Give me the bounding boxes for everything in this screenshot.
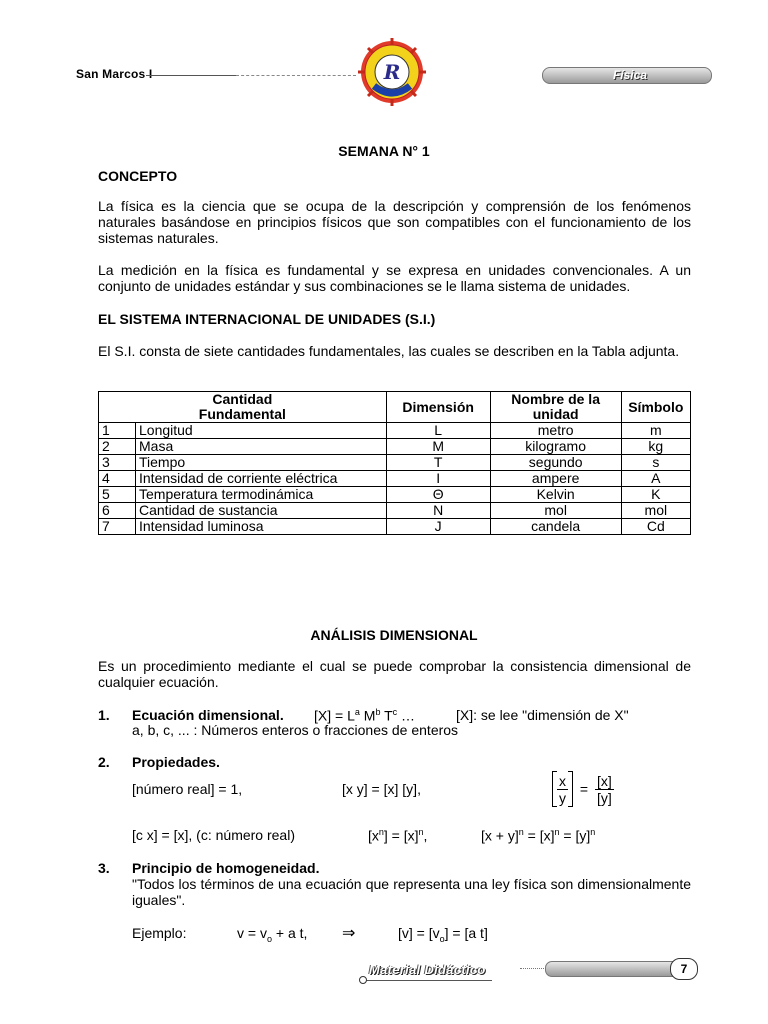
property-constant: [c x] = [x], (c: número real) — [132, 827, 295, 843]
page-number: 7 — [670, 958, 698, 980]
fraction-den: [y] — [596, 789, 612, 806]
row-unidad: candela — [490, 519, 621, 535]
svg-text:R: R — [383, 60, 401, 84]
table-row — [99, 487, 691, 503]
property-power — [368, 827, 427, 844]
row-unidad: Kelvin — [490, 487, 621, 503]
formula-part: + a t, — [271, 925, 308, 941]
row-number: 7 — [99, 519, 136, 535]
formula-sup: n — [590, 827, 596, 837]
ad-paragraph: Es un procedimiento mediante el cual se puede comprobar la consistencia dimensional de cualquier ecuación. — [98, 658, 691, 690]
header-unidad — [490, 392, 621, 423]
fraction-num: [x] — [596, 772, 612, 789]
header-unidad-line2: unidad — [532, 406, 579, 422]
row-dimension: L — [386, 423, 490, 439]
formula-sup: n — [418, 827, 424, 837]
formula-part: [v] = [v — [398, 925, 440, 941]
header-simbolo: Símbolo — [621, 392, 690, 423]
week-title: SEMANA N° 1 — [338, 143, 430, 159]
formula-part: M — [359, 707, 376, 724]
fraction-den: y — [559, 789, 566, 806]
footer-rule — [364, 980, 492, 981]
formula-sup: a — [354, 707, 360, 717]
fraction-xy — [557, 773, 568, 806]
row-number: 5 — [99, 487, 136, 503]
formula-part: [x — [368, 827, 379, 844]
row-number: 3 — [99, 455, 136, 471]
row-unidad: segundo — [490, 455, 621, 471]
example-equation — [237, 925, 307, 944]
formula-part: v = v — [237, 925, 267, 941]
header-course-label: San Marcos I — [76, 67, 153, 81]
formula-sup: c — [392, 707, 398, 717]
item1-number: 1. — [98, 707, 110, 723]
row-unidad: mol — [490, 503, 621, 519]
formula-part: [X] = L — [314, 707, 355, 724]
row-number: 1 — [99, 423, 136, 439]
row-simbolo: s — [621, 455, 690, 471]
header-dimension: Dimensión — [386, 392, 490, 423]
item1-note: [X]: se lee "dimensión de X" — [456, 707, 629, 723]
formula-sub: o — [439, 933, 445, 944]
header-cantidad-line1: Cantidad — [212, 391, 273, 407]
table-row — [99, 519, 691, 535]
row-unidad: kilogramo — [490, 439, 621, 455]
formula-part: [x + y] — [481, 827, 519, 844]
formula-part: = [x] — [523, 827, 555, 844]
formula-part: T — [380, 707, 393, 724]
formula-part: , — [423, 827, 428, 844]
row-unidad: ampere — [490, 471, 621, 487]
row-simbolo: mol — [621, 503, 690, 519]
item2-number: 2. — [98, 754, 110, 770]
footer-title: Material Didáctico — [369, 962, 486, 977]
formula-part: = [y] — [559, 827, 591, 844]
row-cantidad: Temperatura termodinámica — [136, 487, 387, 503]
table-row — [99, 471, 691, 487]
row-cantidad: Cantidad de sustancia — [136, 503, 387, 519]
property-product: [x y] = [x] [y], — [342, 781, 421, 797]
si-paragraph: El S.I. consta de siete cantidades fundamentales, las cuales se describen en la Tabla adjunta. — [98, 343, 680, 359]
item3-number: 3. — [98, 860, 110, 876]
table-row — [99, 423, 691, 439]
row-cantidad: Tiempo — [136, 455, 387, 471]
item2-title: Propiedades. — [132, 754, 220, 770]
formula-sup: n — [518, 827, 524, 837]
fraction-num: x — [559, 772, 566, 789]
formula-sup: n — [378, 827, 384, 837]
row-number: 6 — [99, 503, 136, 519]
row-dimension: M — [386, 439, 490, 455]
row-number: 4 — [99, 471, 136, 487]
property-real: [número real] = 1, — [132, 781, 243, 797]
header-subject-label: Física — [612, 68, 647, 82]
footer-dot-icon — [359, 976, 367, 984]
table-row — [99, 503, 691, 519]
formula-sup: b — [375, 707, 381, 717]
ad-heading: ANÁLISIS DIMENSIONAL — [310, 627, 478, 643]
table-row — [99, 455, 691, 471]
row-unidad: metro — [490, 423, 621, 439]
row-dimension: I — [386, 471, 490, 487]
row-simbolo: m — [621, 423, 690, 439]
item3-title: Principio de homogeneidad. — [132, 860, 320, 876]
bracket-right — [568, 771, 573, 807]
row-simbolo: Cd — [621, 519, 690, 535]
implies-arrow: ⇒ — [342, 925, 356, 942]
example-result — [398, 925, 488, 944]
equals-sign: = — [579, 781, 589, 797]
formula-part: ] = [a t] — [444, 925, 488, 941]
formula-part: ] = [x] — [383, 827, 419, 844]
property-quotient — [552, 771, 614, 809]
property-sum-power — [481, 827, 595, 844]
example-label: Ejemplo: — [132, 925, 187, 941]
header-rule — [146, 75, 236, 76]
formula-part: … — [397, 707, 416, 724]
fraction-bracketed — [595, 773, 614, 806]
formula-sup: n — [554, 827, 560, 837]
row-cantidad: Intensidad de corriente eléctrica — [136, 471, 387, 487]
header-cantidad-line2: Fundamental — [198, 406, 286, 422]
row-dimension: T — [386, 455, 490, 471]
table-header-row — [99, 392, 691, 423]
row-simbolo: A — [621, 471, 690, 487]
row-number: 2 — [99, 439, 136, 455]
row-simbolo: K — [621, 487, 690, 503]
paragraph-concepto-2: La medición en la física es fundamental y se expresa en unidades convencionales. A un conjunto de unidades estándar y sus combinaciones se le llama sistema de unidades. — [98, 262, 691, 294]
item1-title: Ecuación dimensional. — [132, 707, 284, 723]
paragraph-concepto-1: La física es la ciencia que se ocupa de la descripción y comprensión de los fenómenos naturales basándose en principios físicos que son compatibles con el funcionamiento de los sistemas naturales. — [98, 198, 691, 246]
row-cantidad: Masa — [136, 439, 387, 455]
si-units-table — [98, 391, 691, 535]
table-row — [99, 439, 691, 455]
row-dimension: Θ — [386, 487, 490, 503]
row-cantidad: Intensidad luminosa — [136, 519, 387, 535]
row-dimension: J — [386, 519, 490, 535]
row-simbolo: kg — [621, 439, 690, 455]
row-cantidad: Longitud — [136, 423, 387, 439]
header-cantidad — [99, 392, 387, 423]
formula-sub: o — [266, 933, 272, 944]
header-dashed-rule — [236, 75, 356, 76]
header-unidad-line1: Nombre de la — [511, 391, 600, 407]
item1-line2: a, b, c, ... : Números enteros o fracciones de enteros — [132, 722, 459, 738]
si-heading: EL SISTEMA INTERNACIONAL DE UNIDADES (S.I.) — [98, 311, 436, 327]
header-subject-pill — [542, 67, 712, 84]
row-dimension: N — [386, 503, 490, 519]
item3-quote: "Todos los términos de una ecuación que representa una ley física son dimensionalmente iguales". — [132, 876, 691, 908]
concepto-heading: CONCEPTO — [98, 168, 178, 184]
school-logo — [352, 38, 432, 106]
